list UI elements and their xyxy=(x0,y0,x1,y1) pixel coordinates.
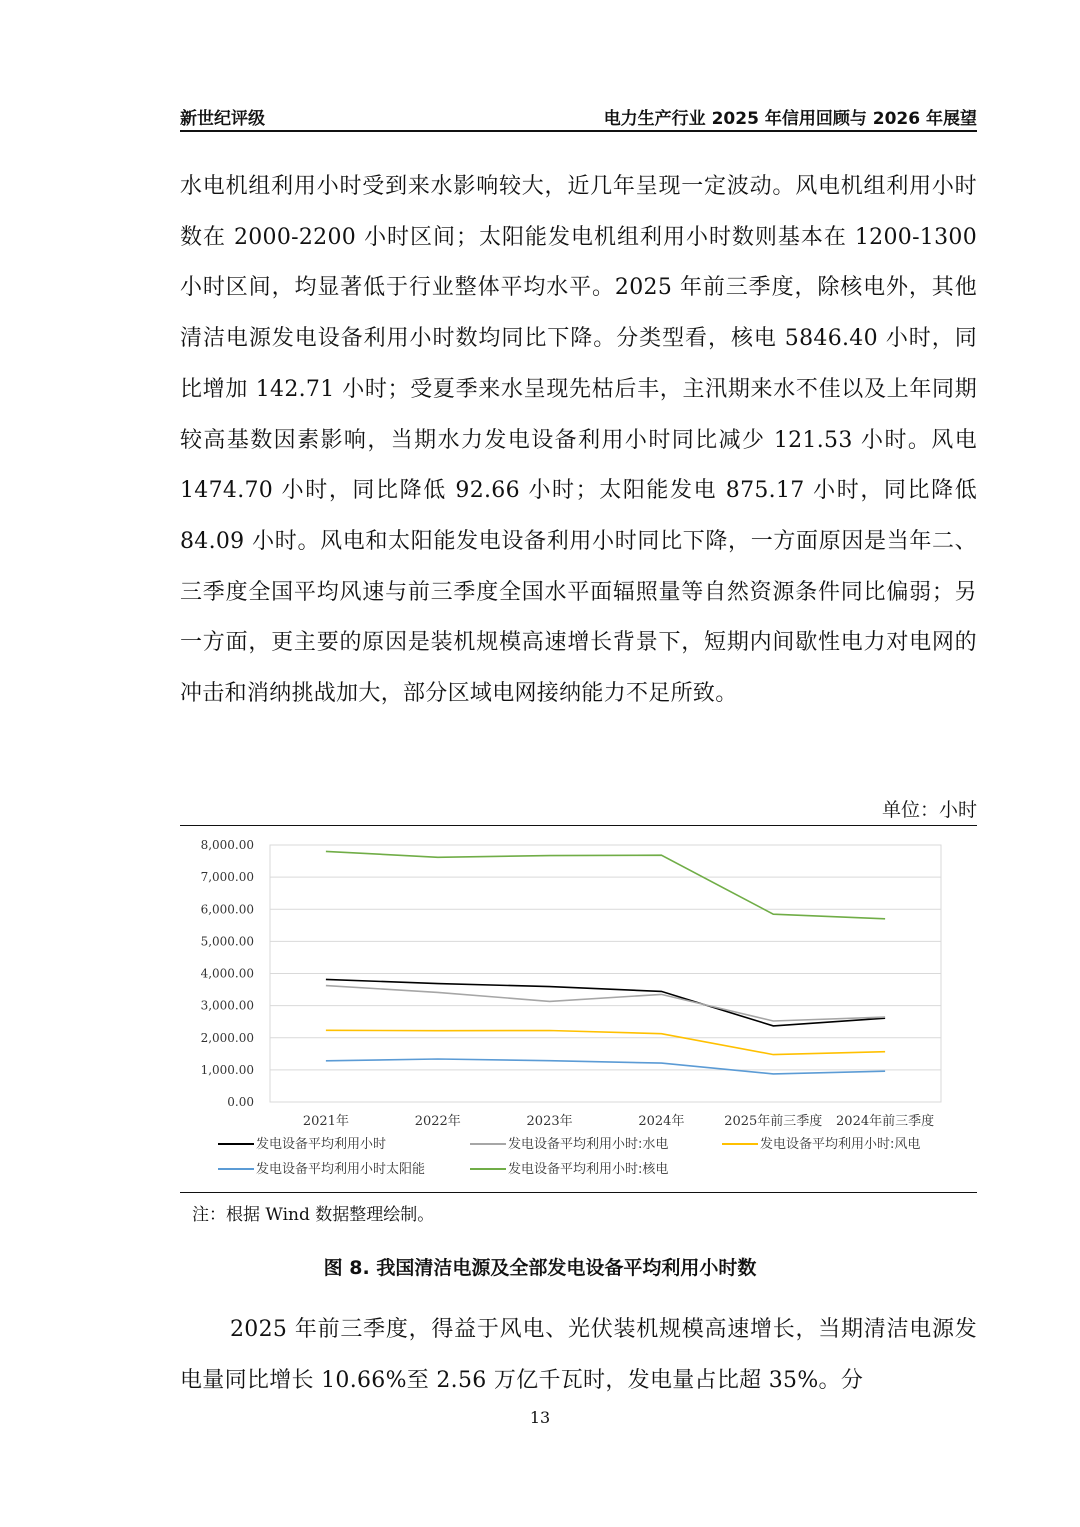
page-header xyxy=(180,102,977,132)
unit-label: 单位：小时 xyxy=(881,799,977,821)
y-tick-label: 3,000.00 xyxy=(200,998,254,1013)
header-org: 新世纪评级 xyxy=(180,109,265,129)
y-tick-label: 0.00 xyxy=(227,1095,254,1109)
x-tick-label: 2022年 xyxy=(414,1114,461,1129)
figure-caption: 图 8. 我国清洁电源及全部发电设备平均利用小时数 xyxy=(323,1257,757,1279)
legend-label: 发电设备平均利用小时太阳能 xyxy=(256,1162,426,1177)
series-line xyxy=(326,979,885,1026)
y-tick-label: 7,000.00 xyxy=(200,870,254,885)
legend-label: 发电设备平均利用小时 xyxy=(256,1137,387,1152)
body-paragraph-2: 2025 年前三季度，得益于风电、光伏装机规模高速增长，当期清洁电源发电量同比增长 10.66%至 2.56 万亿千瓦时，发电量占比超 35%。分 xyxy=(180,1317,977,1393)
figure-top-rule xyxy=(180,825,977,826)
y-tick-label: 1,000.00 xyxy=(200,1062,254,1077)
legend-label: 发电设备平均利用小时:风电 xyxy=(760,1137,921,1152)
legend-label: 发电设备平均利用小时:水电 xyxy=(508,1137,669,1152)
y-tick-label: 2,000.00 xyxy=(200,1030,254,1045)
x-tick-label: 2023年 xyxy=(526,1114,573,1129)
utilization-hours-chart xyxy=(180,828,977,1190)
body-paragraph-1: 水电机组利用小时受到来水影响较大，近几年呈现一定波动。风电机组利用小时数在 2000-2200 小时区间；太阳能发电机组利用小时数则基本在 1200-1300 小时区间，均显著低于行业整体平均水平。2025 年前三季度，除核电外，其他清洁电源发电设备利用小时数均同比下降。分类型看，核电 5846.40 小时，同比增加 142.71 小时；受夏季来水呈现先枯后丰，主汛期来水不佳以及上年同期较高基数因素影响，当期水力发电设备利用小时同比减少 121.53 小时。风电 1474.70 小时，同比降低 92.66 小时；太阳能发电 875.17 小时，同比降低 84.09 小时。风电和太阳能发电设备利用小时同比下降，一方面原因是当年二、三季度全国平均风速与前三季度全国水平面辐照量等自然资源条件同比偏弱；另一方面，更主要的原因是装机规模高速增长背景下，短期内间歇性电力对电网的冲击和消纳挑战加大，部分区域电网接纳能力不足所致。 xyxy=(180,174,977,707)
legend-label: 发电设备平均利用小时:核电 xyxy=(508,1162,669,1177)
series-line xyxy=(326,1030,885,1054)
figure-note: 注：根据 Wind 数据整理绘制。 xyxy=(192,1205,435,1225)
series-line xyxy=(326,986,885,1021)
x-tick-label: 2021年 xyxy=(302,1114,349,1129)
x-tick-label: 2025年前三季度 xyxy=(724,1114,823,1129)
y-tick-label: 5,000.00 xyxy=(200,934,254,949)
figure-bottom-rule xyxy=(180,1192,977,1193)
series-line xyxy=(326,1059,885,1074)
y-tick-label: 4,000.00 xyxy=(200,966,254,981)
y-tick-label: 6,000.00 xyxy=(200,902,254,917)
series-line xyxy=(326,851,885,918)
x-tick-label: 2024年 xyxy=(638,1114,685,1129)
header-report-title: 电力生产行业 2025 年信用回顾与 2026 年展望 xyxy=(603,109,977,129)
x-tick-label: 2024年前三季度 xyxy=(836,1114,935,1129)
page-number: 13 xyxy=(529,1408,551,1427)
y-tick-label: 8,000.00 xyxy=(200,838,254,852)
